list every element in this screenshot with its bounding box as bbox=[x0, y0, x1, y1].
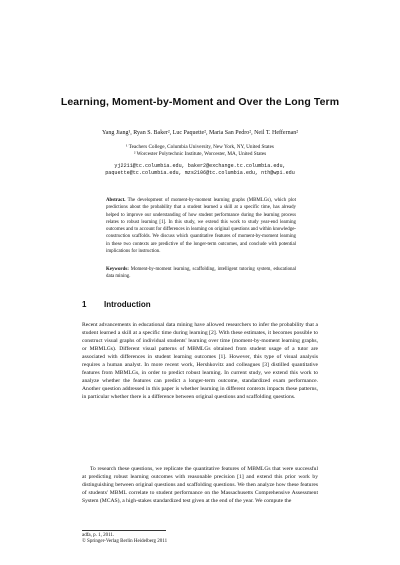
affiliation-2: ² Worcester Polytechnic Institute, Worcester, MA, United States bbox=[133, 151, 267, 157]
abstract-label: Abstract. bbox=[106, 198, 126, 203]
footnote-divider bbox=[82, 530, 166, 531]
keywords bbox=[106, 266, 296, 281]
body-paragraph-1: Recent advancements in educational data mining have allowed researchers to infer the probability that a student learned a skill at a specific time during learning [2]. With these estimates, it becomes possible to construct visual graphs of individual students' learning over time (moment-by-moment learning graphs, or MBMLGs). Different visual patterns of MBMLGs obtained from student usage of a tutor are associated with differences in student learning outcomes [1]. However, this type of visual analysis requires a human analyst. In more recent work, Hershkovitz and colleagues [3] distilled quantitative features from MBMLGs, in order to predict robust learning. In current study, we extend this work to analyze whether the features can predict a longer-term outcome, standardized exam performance. Another question addressed in this paper is whether learning in different contexts impacts these patterns, in particular whether there is a difference between original questions and scaffolding questions. bbox=[82, 322, 318, 400]
email-block bbox=[0, 163, 400, 178]
footnote-adfa: adfa, p. 1, 2011. bbox=[82, 533, 115, 538]
footnote-copyright: © Springer-Verlag Berlin Heidelberg 2011 bbox=[82, 539, 168, 544]
section-title: Introduction bbox=[104, 300, 151, 309]
affiliation-1: ¹ Teachers College, Columbia University, New York, NY, United States bbox=[126, 144, 274, 150]
email-line-2: paquette@tc.columbia.edu, mzs2106@tc.columbia.edu, nth@wpi.edu bbox=[105, 170, 295, 177]
keywords-label: Keywords: bbox=[106, 267, 129, 272]
abstract-text: The development of moment-by-moment learning graphs (MBMLGs), which plot predictions about the probability that a student learned a skill at a specific time, has already helped to improve our understanding of how student performance during the learning process relates to robust learning [1]. In this study, we extend this work to study year-end learning outcomes and to account for differences in learning on original questions and within knowledge-construction scaffolds. We discuss which quantitative features of moment-by-moment learning in these two contexts are predictive of the longer-term outcomes, and conclude with potential implications for instruction. bbox=[106, 198, 296, 255]
section-heading bbox=[82, 300, 151, 309]
abstract bbox=[106, 197, 296, 255]
section-number: 1 bbox=[82, 300, 87, 309]
paper-title: Learning, Moment-by-Moment and Over the Long Term bbox=[60, 96, 340, 108]
author-list: Yang Jiang¹, Ryan S. Baker², Luc Paquette², Maria San Pedro², Neil T. Heffernan² bbox=[101, 130, 299, 136]
email-line-1: yj2211@tc.columbia.edu, baker2@exchange.tc.columbia.edu, bbox=[114, 163, 286, 169]
keywords-text: Moment-by-moment learning, scaffolding, intelligent tutoring system, educational data mining. bbox=[106, 267, 296, 280]
body-paragraph-2: To research these questions, we replicate the quantitative features of MBMLGs that were successful at predicting robust learning outcomes with reasonable precision [1] and extend this prior work by distinguishing between original questions and scaffolding questions. We then analyze how these features of students' MBML correlate to student performance on the Massachusetts Comprehensive Assessment System (MCAS), a high-stakes standardized test given at the end of the year. We compute the bbox=[82, 466, 318, 504]
